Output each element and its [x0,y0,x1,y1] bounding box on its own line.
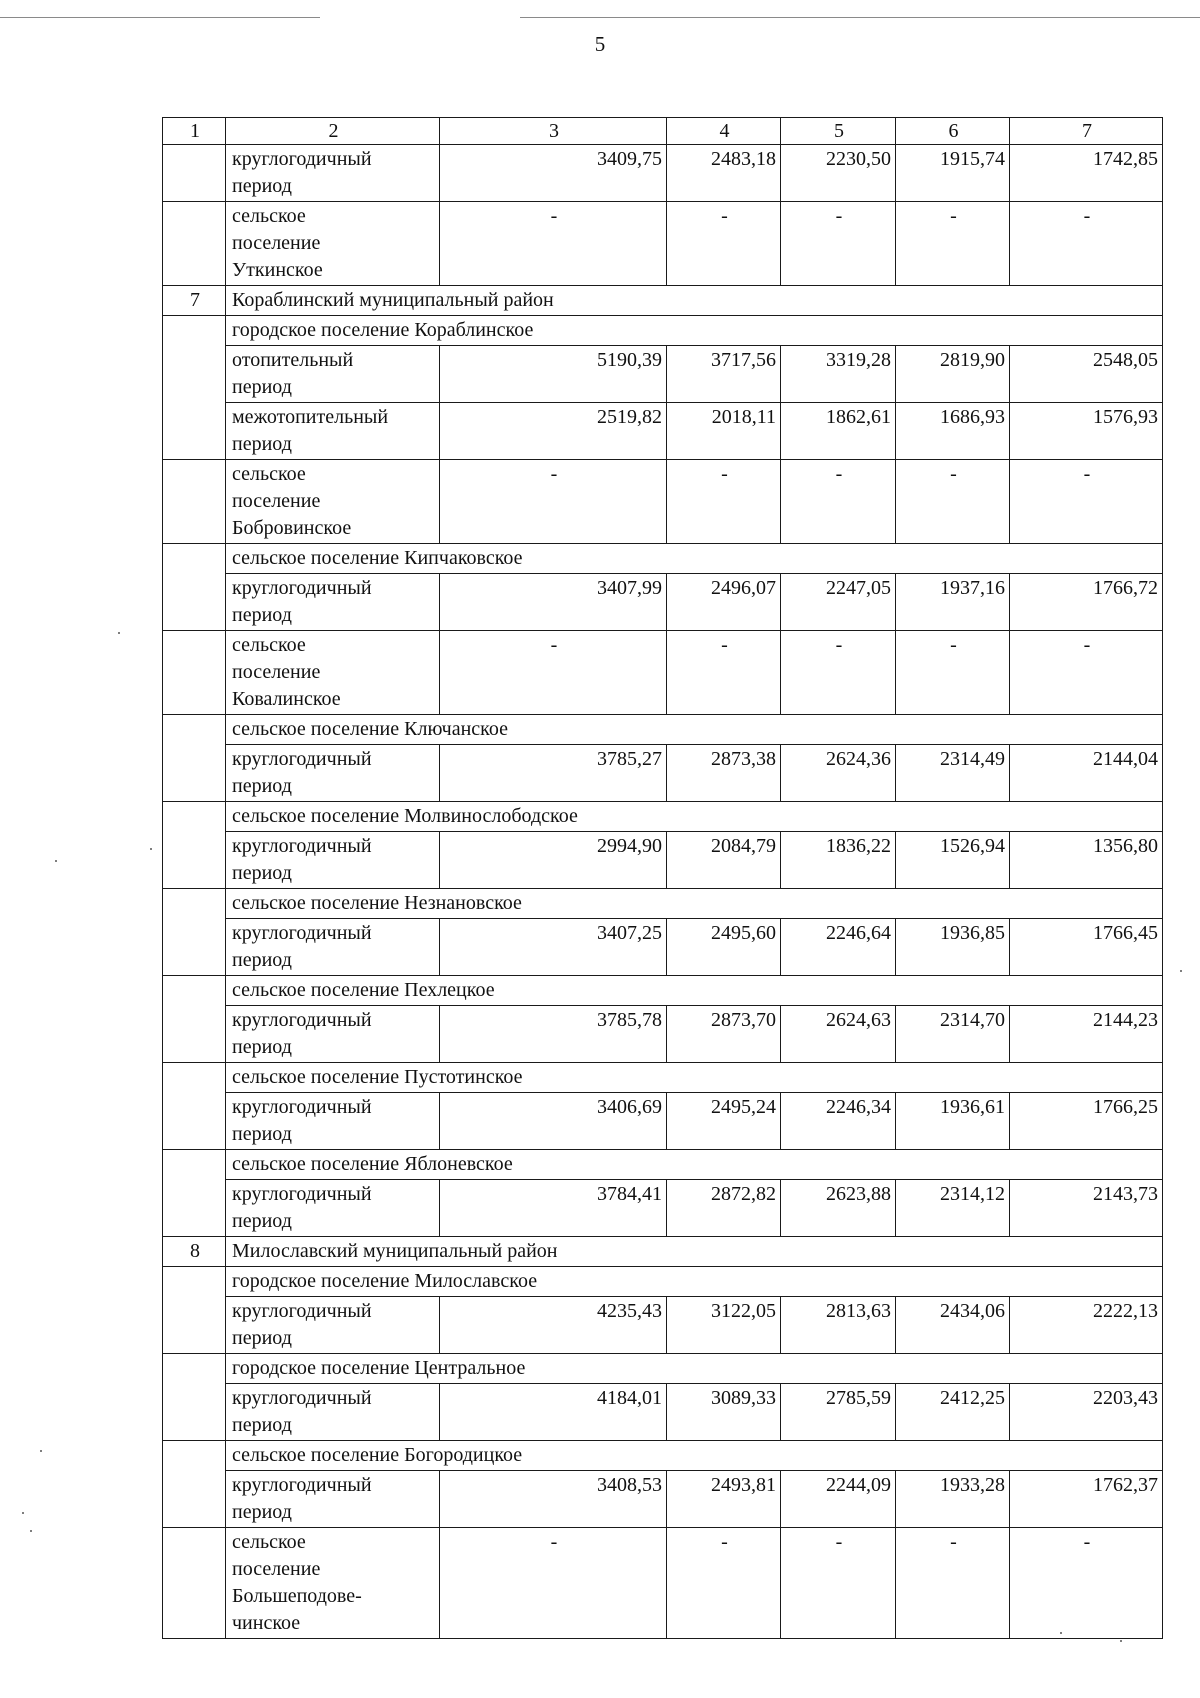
data-row [163,1093,1163,1150]
settlement-name: сельское поселение Молвинослободское [226,802,1163,832]
row-label: отопительный период [226,346,440,403]
row-number-empty [163,802,226,889]
value-cell: 2493,81 [667,1471,781,1528]
settlement-row [163,1441,1163,1471]
district-name: Милославский муниципальный район [226,1237,1163,1267]
value-cell: 3319,28 [781,346,896,403]
value-cell: 2084,79 [667,832,781,889]
value-cell: 3785,27 [440,745,667,802]
value-cell: 2873,70 [667,1006,781,1063]
header-cell: 5 [781,118,896,145]
value-cell: 2222,13 [1010,1297,1163,1354]
scan-speck [1060,1632,1062,1634]
value-cell: 1576,93 [1010,403,1163,460]
value-cell: 1766,45 [1010,919,1163,976]
value-cell: 1936,61 [896,1093,1010,1150]
value-cell: 3784,41 [440,1180,667,1237]
district-row [163,1237,1163,1267]
row-number-empty [163,316,226,460]
value-cell: 2018,11 [667,403,781,460]
settlement-row [163,1354,1163,1384]
value-cell: - [781,202,896,286]
value-cell: 2412,25 [896,1384,1010,1441]
row-number-empty [163,1267,226,1354]
header-cell: 7 [1010,118,1163,145]
settlement-name: городское поселение Милославское [226,1267,1163,1297]
value-cell: 2819,90 [896,346,1010,403]
row-label: межотопительный период [226,403,440,460]
value-cell: - [440,460,667,544]
scan-edge-line [0,17,320,18]
row-number: 8 [163,1237,226,1267]
row-label: круглогодичный период [226,1384,440,1441]
row-label: круглогодичный период [226,1297,440,1354]
value-cell: 2623,88 [781,1180,896,1237]
row-number-empty [163,715,226,802]
settlement-name: сельское поселение Пехлецкое [226,976,1163,1006]
value-cell: 2244,09 [781,1471,896,1528]
scan-speck [118,632,120,634]
value-cell: 3406,69 [440,1093,667,1150]
value-cell: - [896,460,1010,544]
value-cell: 2495,60 [667,919,781,976]
settlement-row [163,316,1163,346]
scan-speck [1120,1640,1122,1642]
settlement-row [163,802,1163,832]
value-cell: - [440,631,667,715]
scan-speck [40,1450,42,1452]
data-row [163,1384,1163,1441]
value-cell: 2873,38 [667,745,781,802]
data-row [163,574,1163,631]
value-cell: 2496,07 [667,574,781,631]
tariff-table [162,117,1163,1639]
value-cell: 2246,34 [781,1093,896,1150]
value-cell: 3785,78 [440,1006,667,1063]
value-cell: 2247,05 [781,574,896,631]
row-label: сельское поселение Бобровинское [226,460,440,544]
row-number-empty [163,1150,226,1237]
header-row [163,118,1163,145]
row-label: сельское поселение Уткинское [226,202,440,286]
data-row [163,1006,1163,1063]
data-row [163,1471,1163,1528]
settlement-name: сельское поселение Богородицкое [226,1441,1163,1471]
value-cell: 2624,36 [781,745,896,802]
settlement-row [163,1150,1163,1180]
value-cell: - [781,1528,896,1639]
settlement-name: сельское поселение Ключанское [226,715,1163,745]
row-number-empty [163,631,226,715]
value-cell: 1686,93 [896,403,1010,460]
header-cell: 3 [440,118,667,145]
value-cell: - [667,202,781,286]
scan-speck [150,848,152,850]
row-number-empty [163,1528,226,1639]
value-cell: - [896,202,1010,286]
value-cell: 3409,75 [440,145,667,202]
value-cell: 2785,59 [781,1384,896,1441]
value-cell: - [667,631,781,715]
value-cell: 3122,05 [667,1297,781,1354]
value-cell: - [896,631,1010,715]
value-cell: 1766,72 [1010,574,1163,631]
settlement-row [163,1063,1163,1093]
row-label: круглогодичный период [226,1471,440,1528]
scan-speck [22,1512,24,1514]
settlement-row [163,976,1163,1006]
row-label: круглогодичный период [226,145,440,202]
row-number-empty [163,1441,226,1528]
settlement-row [163,544,1163,574]
value-cell: - [440,1528,667,1639]
settlement-row [163,1267,1163,1297]
header-cell: 1 [163,118,226,145]
settlement-name: сельское поселение Кипчаковское [226,544,1163,574]
row-number-empty [163,202,226,286]
row-number-empty [163,1354,226,1441]
value-cell: 2483,18 [667,145,781,202]
page-number: 5 [594,32,606,56]
value-cell: 1836,22 [781,832,896,889]
data-row [163,145,1163,202]
settlement-name: городское поселение Центральное [226,1354,1163,1384]
value-cell: 2519,82 [440,403,667,460]
header-cell: 6 [896,118,1010,145]
value-cell: 2495,24 [667,1093,781,1150]
header-cell: 2 [226,118,440,145]
value-cell: 2624,63 [781,1006,896,1063]
data-row [163,1297,1163,1354]
value-cell: 1762,37 [1010,1471,1163,1528]
value-cell: 2434,06 [896,1297,1010,1354]
value-cell: 1766,25 [1010,1093,1163,1150]
value-cell: 1526,94 [896,832,1010,889]
data-row [163,346,1163,403]
value-cell: 2144,23 [1010,1006,1163,1063]
value-cell: 2203,43 [1010,1384,1163,1441]
value-cell: - [1010,202,1163,286]
header-cell: 4 [667,118,781,145]
row-number-empty [163,976,226,1063]
settlement-name: городское поселение Кораблинское [226,316,1163,346]
value-cell: 4184,01 [440,1384,667,1441]
row-label: круглогодичный период [226,574,440,631]
value-cell: 1742,85 [1010,145,1163,202]
value-cell: - [781,631,896,715]
row-label: круглогодичный период [226,919,440,976]
value-cell: 2994,90 [440,832,667,889]
settlement-row [163,715,1163,745]
value-cell: 1936,85 [896,919,1010,976]
value-cell: - [667,1528,781,1639]
row-label: сельское поселение Большеподове- чинское [226,1528,440,1639]
value-cell: 1937,16 [896,574,1010,631]
settlement-name: сельское поселение Пустотинское [226,1063,1163,1093]
value-cell: 1356,80 [1010,832,1163,889]
row-label: круглогодичный период [226,1006,440,1063]
scan-speck [1180,970,1182,972]
row-label: круглогодичный период [226,1093,440,1150]
row-number-empty [163,145,226,202]
row-label: круглогодичный период [226,1180,440,1237]
value-cell: - [1010,460,1163,544]
value-cell: - [896,1528,1010,1639]
scan-speck [30,1530,32,1532]
settlement-row [163,889,1163,919]
scan-speck [55,860,57,862]
data-row [163,460,1163,544]
data-row [163,631,1163,715]
row-number: 7 [163,286,226,316]
value-cell: 2230,50 [781,145,896,202]
value-cell: 2144,04 [1010,745,1163,802]
value-cell: 5190,39 [440,346,667,403]
value-cell: - [1010,631,1163,715]
value-cell: 1915,74 [896,145,1010,202]
value-cell: 1933,28 [896,1471,1010,1528]
data-row [163,1528,1163,1639]
value-cell: 2314,49 [896,745,1010,802]
table-body [163,118,1163,1639]
value-cell: 2143,73 [1010,1180,1163,1237]
data-row [163,202,1163,286]
district-row [163,286,1163,316]
settlement-name: сельское поселение Незнановское [226,889,1163,919]
value-cell: - [1010,1528,1163,1639]
value-cell: 2246,64 [781,919,896,976]
scan-edge-line [520,17,1200,18]
value-cell: 3407,99 [440,574,667,631]
settlement-name: сельское поселение Яблоневское [226,1150,1163,1180]
row-label: круглогодичный период [226,832,440,889]
value-cell: 2813,63 [781,1297,896,1354]
value-cell: - [781,460,896,544]
value-cell: 4235,43 [440,1297,667,1354]
data-row [163,1180,1163,1237]
value-cell: - [667,460,781,544]
value-cell: 1862,61 [781,403,896,460]
value-cell: - [440,202,667,286]
data-row [163,403,1163,460]
value-cell: 3408,53 [440,1471,667,1528]
value-cell: 2314,12 [896,1180,1010,1237]
data-row [163,745,1163,802]
row-label: круглогодичный период [226,745,440,802]
value-cell: 2314,70 [896,1006,1010,1063]
district-name: Кораблинский муниципальный район [226,286,1163,316]
value-cell: 2548,05 [1010,346,1163,403]
row-label: сельское поселение Ковалинское [226,631,440,715]
row-number-empty [163,544,226,631]
data-row [163,832,1163,889]
row-number-empty [163,460,226,544]
value-cell: 3407,25 [440,919,667,976]
row-number-empty [163,1063,226,1150]
data-row [163,919,1163,976]
row-number-empty [163,889,226,976]
value-cell: 2872,82 [667,1180,781,1237]
value-cell: 3717,56 [667,346,781,403]
value-cell: 3089,33 [667,1384,781,1441]
